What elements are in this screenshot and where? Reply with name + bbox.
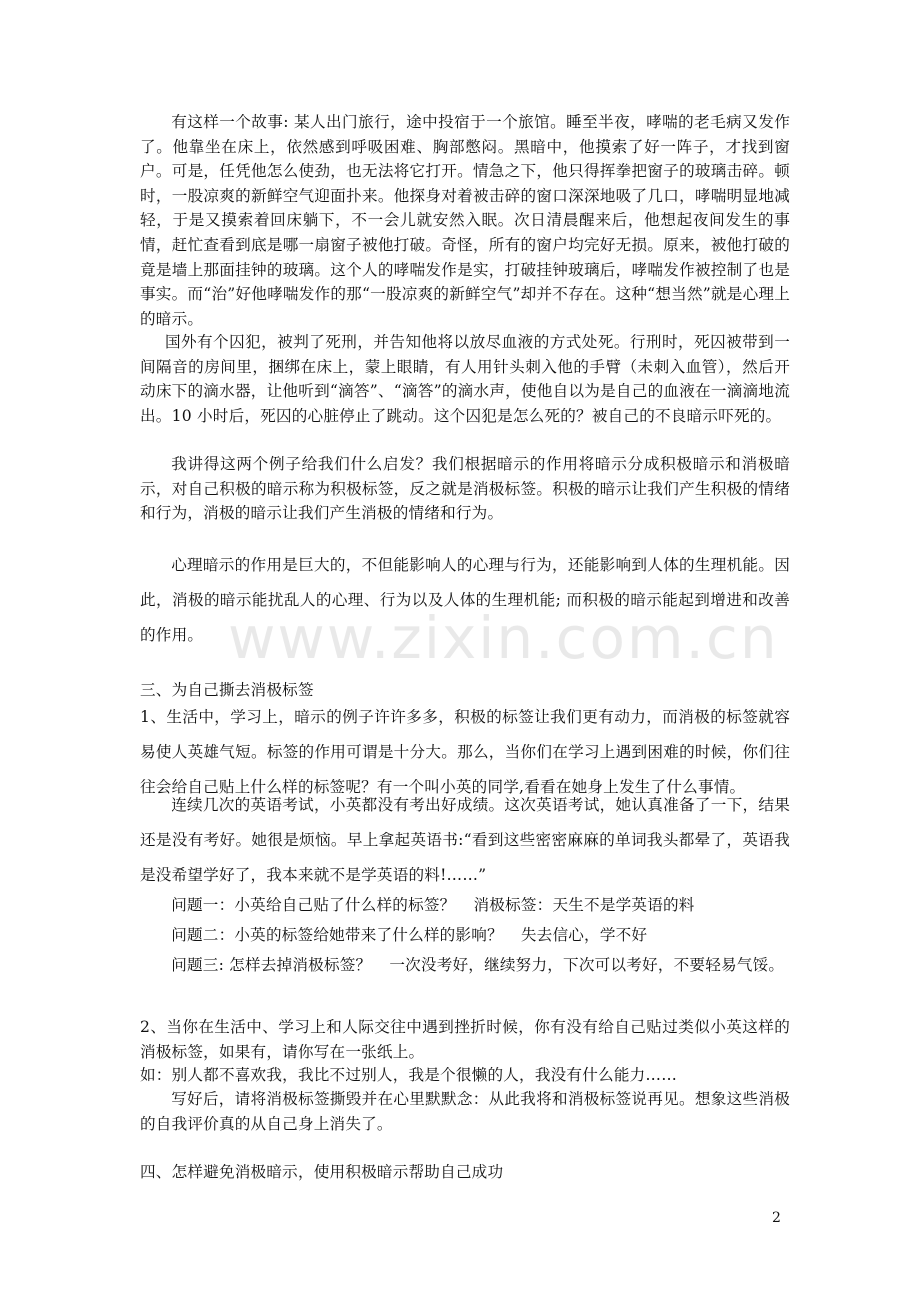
xiaoying-story: 连续几次的英语考试，小英都没有考出好成绩。这次英语考试，她认真准备了一下，结果还是没有考好。她很是烦恼。早上拿起英语书:“看到这些密密麻麻的单词我头都晕了，英语我是没希望学好了，我本来就不是学英语的料!……” (140, 796, 790, 884)
qa-list (140, 890, 790, 980)
qa-item (140, 920, 790, 950)
answer-text: 一次没考好，继续努力，下次可以考好，不要轻易气馁。 (389, 956, 785, 974)
page-number: 2 (772, 1210, 781, 1226)
story-prisoner: 国外有个囚犯，被判了死刑，并告知他将以放尽血液的方式处死。行刑时，死囚被带到一间隔音的房间里，捆绑在床上，蒙上眼睛，有人用针头刺入他的手臂（未刺入血管），然后开动床下的滴水器，让他听到“滴答”、“滴答”的滴水声，使他自以为是自己的血液在一滴滴地流出。10 小时后，死囚的心脏停止了跳动。这个囚犯是怎么死的？被自己的不良暗示吓死的。 (140, 333, 790, 425)
qa-item (140, 950, 790, 980)
story-hotel-window: 有这样一个故事: 某人出门旅行，途中投宿于一个旅馆。睡至半夜，哮喘的老毛病又发作了。他靠坐在床上，依然感到呼吸困难、胸部憋闷。黑暗中，他摸索了好一阵子，才找到窗户。可是，任凭他怎么使劲，也无法将它打开。情急之下，他只得挥拳把窗子的玻璃击碎。顿时，一股凉爽的新鲜空气迎面扑来。他探身对着被击碎的窗口深深地吸了几口，哮喘明显地减轻，于是又摸索着回床躺下，不一会儿就安然入眠。次日清晨醒来后，他想起夜间发生的事情，赶忙查看到底是哪一扇窗子被他打破。奇怪，所有的窗户均完好无损。原来，被他打破的竟是墙上那面挂钟的玻璃。这个人的哮喘发作是实，打破挂钟玻璃后，哮喘发作被控制了也是事实。而“治”好他哮喘发作的那“一股凉爽的新鲜空气”却并不存在。这种“想当然”就是心理上的暗示。 (140, 113, 790, 328)
paragraph-suggestion-effect: 心理暗示的作用是巨大的，不但能影响人的心理与行为，还能影响到人体的生理机能。因此，消极的暗示能扰乱人的心理、行为以及人体的生理机能; 而积极的暗示能起到增进和改善的作用。 (140, 556, 790, 644)
instruction-paragraph: 写好后，请将消极标签撕毁并在心里默默念：从此我将和消极标签说再见。想象这些消极的自我评价真的从自己身上消失了。 (140, 1090, 790, 1133)
answer-text: 消极标签：天生不是学英语的料 (473, 896, 695, 914)
answer-text: 失去信心，学不好 (520, 926, 648, 944)
question-text: 问题二：小英的标签给她带来了什么样的影响？ (171, 926, 503, 944)
section-4-heading: 四、怎样避免消极暗示，使用积极暗示帮助自己成功 (140, 1163, 504, 1181)
item-1-paragraph: 1、生活中，学习上，暗示的例子许许多多，积极的标签让我们更有动力，而消极的标签就容易使人英雄气短。标签的作用可谓是十分大。那么，当你们在学习上遇到困难的时候，你们往往会给自己贴上什么样的标签呢？有一个叫小英的同学,看看在她身上发生了什么事情。 (140, 708, 790, 796)
watermark: www.zixin.com.cn (228, 604, 779, 672)
paragraph-summary: 我讲得这两个例子给我们什么启发？我们根据暗示的作用将暗示分成积极暗示和消极暗示，对自己积极的暗示称为积极标签，反之就是消极标签。积极的暗示让我们产生积极的情绪和行为，消极的暗示让我们产生消极的情绪和行为。 (140, 455, 790, 523)
question-text: 问题三: 怎样去掉消极标签？ (171, 956, 372, 974)
qa-item (140, 890, 790, 920)
section-3-heading: 三、为自己撕去消极标签 (140, 681, 314, 699)
question-text: 问题一：小英给自己贴了什么样的标签？ (171, 896, 456, 914)
item-2-paragraph: 2、当你在生活中、学习上和人际交往中遇到挫折时候，你有没有给自己贴过类似小英这样的消极标签，如果有，请你写在一张纸上。 (140, 1018, 790, 1061)
example-line: 如：别人都不喜欢我，我比不过别人，我是个很懒的人，我没有什么能力…… (140, 1066, 677, 1084)
